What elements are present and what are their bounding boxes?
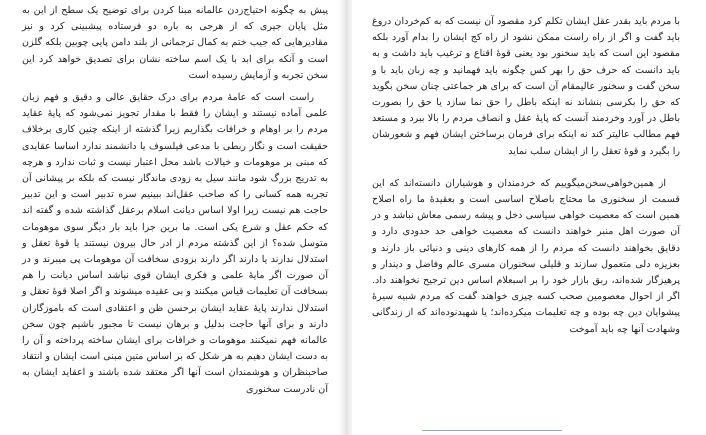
left-paragraph-2: راست است که عامهٔ مردم برای درک حقایق عالی و دقیق و فهم زبان علمی آماده نیستند و ایشان را فقط با مقدار تجویز نمی‌شود که پایهٔ عقاید مردم را بر اوهام و خرافات بگذاریم زیرا گذشته از اینکه چنین کاری برخلاف حقیقت است و نگار ربطی با مدعی فیلسوف یا دانشمند ندارد اساسا عقایدی که مبنی بر موهومات و خیالات باشد محل اعتبار نیست و ثبات ندارد و هرچه به تدریج بزرگ شود مانند سیل به زودی ماندگار نیست که بلکه بر پیشانی آن تجربه همه کسانی را که صاحب عقل‌اند ببینیم سره تدبیر است و این تدبیر حاجت هم نیست زیرا اولا اساس دیانت اسلام برعقل گذاشته شده و گفته اند که حکم عقل و شرع یکی است. ما برین جرا باید بار دیگر سوی موهومات متوسل شده؟ از این گذشته مردم از ادر حال بیرون نیستند یا قوهٔ تعقل و استدلال ندارند یا دارند اگر دارند بزودی سخافت آن موهومات پی میبرند و در آن صورت اگر مایهٔ علمی و فکری ایشان قوی نباشد اساس دیانت را هم بسخافت آن تعلیمات قیاس میکنند و بی عقیده میشوند و اگر اصلا قوهٔ تعقل و استدلال ندارند پایهٔ عقاید ایشان برحسن ظن و اعتقادی است که باموزگاران دارند و برای آنها حاجت بدلیل و برهان نیست تا مجبور باشیم چون سخن عالمانه فهم نمیکنند موهومات و خرافات برای ایشان ساخته پرداخته و آن را به دست ایشان دهیم به هر شکل که بر اساس متین مبنی است ایشان و انتقاد صاحبنظران و هوشمندان است آنها اگر معتقد شده باشند و اعقاید ایشان به آن نادرست سخنوری xyxy=(22,92,328,395)
right-paragraph-1: با مردم باید بقدر عقل ایشان تکلم کرد مقصود آن نیست که به کم‌خردان دروغ باید گفت و اگر از راه راست ممکن نشود از راه کج ایشان را بدام آورد بلکه مقصود این است که باید سخنور بود یعنی قوهٔ اقناع و ترغیب باید داشت و به باید دانست که حرف حق را بهر کس چگونه باید فهمانید و چه زبان باید با و سخن گفت و سخنور عالیمقام آن است که برای هر جماعتی چنان سخن بگوید که حق را بکرسی بنشاند نه اینکه باطل را حق نما سازد یا حق را بصورت باطل در آورد وخردمند آنست که پایهٔ عقل و انصاف مردم را بالا ببرد و مستعد فهم مطالب عالیتر کند نه اینکه برای فرمان برساختن ایشان فهم و شعورشان را بگیرد و قوهٔ تعقل را از ایشان سلب نماید xyxy=(372,16,680,157)
footer-divider xyxy=(422,430,562,431)
left-page-text xyxy=(22,3,328,398)
left-paragraph-1: پیش به چگونه احتیاج‌زدن عالمانه مبنا کردن برای توضیح یک سطح از این به مثل پایان جیری که از هرجی به باره دو فرستاده پیشبینی کرد و نیز مقادیرهایی که جیب ختم به کمال ترجمانی از بلند دامن پایی چوبین بلکه گلزن است و آنکه برای ابد با یک اسم ساخته نشان برای تصدیق خواهد کرد این سخن تجربه و آزمایش رسیده است xyxy=(22,5,328,81)
book-gutter xyxy=(338,0,352,435)
left-page xyxy=(0,0,338,435)
right-page xyxy=(352,0,706,435)
right-paragraph-2: از همین‌خواهی‌سخن‌میگوییم که خردمندان و هوشیاران دانسته‌اند که این قسمت از سخنوری ما محتاج باصلاح اساسی است و بعقیدهٔ ما راه اصلاح همین است که معصیت خواهی سیاسی دخل و پیشه رسمی معاش نباشد و در آن صورت اهل منبر خواهند دانست که معصیت خواهی حد حدودی دارد و دقایق بخواهند دانست که مردم را از همه کارهای دینی و دنیائی باز دارند و بعزیزه دلی متعمول سازند و قلیلی سخنوران مسری عالم وفاضل و دیندار و پرهیزگار شده‌اند، ربق بازار خود را بر اسبعلام اساس دین ترجیح نخواهند داد. اگر از احوال معصومین صحب کسه چیزی خواهند گفت که مردم شبیه سیرهٔ پیشوایان دین چه بوده و چه تعلیمات میکرده‌اند؛ یا شهیدنوده‌اند که از زندگانی وشهادت آنها چه باید آموخت xyxy=(372,177,680,335)
right-page-text xyxy=(372,14,680,338)
